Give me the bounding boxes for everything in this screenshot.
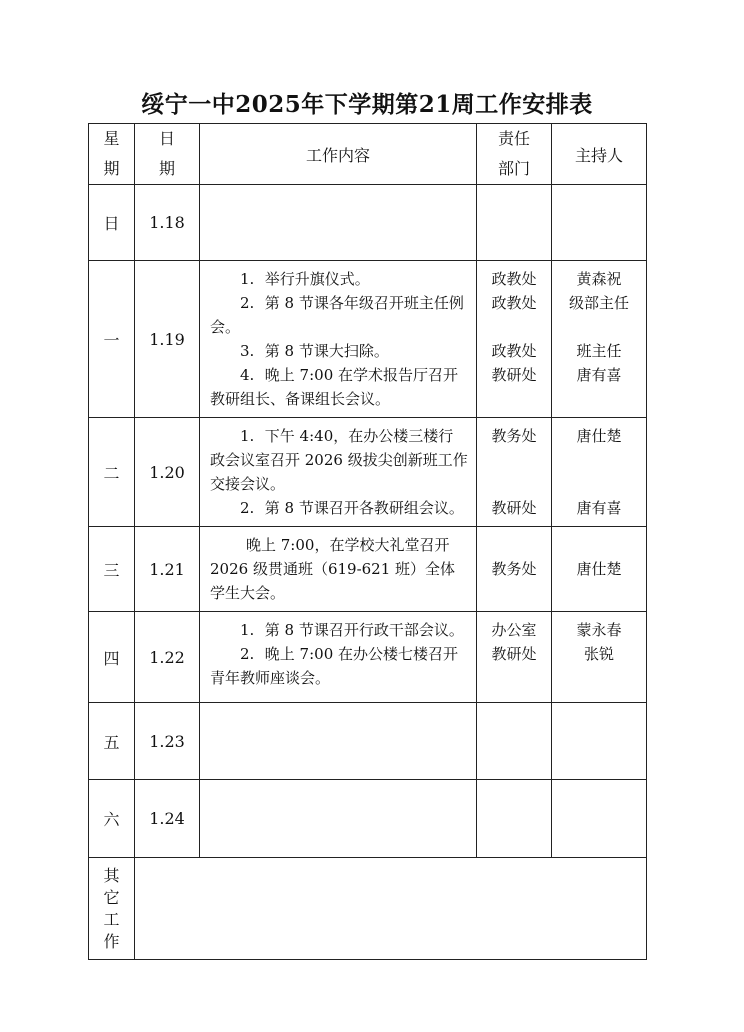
table-row	[89, 612, 647, 703]
other-work-label: 其 它 工 作	[89, 858, 135, 960]
weekday-cell: 五	[89, 703, 135, 780]
host-cell: 黄森祝 级部主任 班主任 唐有喜	[552, 261, 647, 418]
table-row	[89, 185, 647, 261]
host-cell: 蒙永春 张锐	[552, 612, 647, 703]
work-item: 晚上 7:00，在学校大礼堂召开 2026 级贯通班（619-621 班）全体学生大会。	[210, 536, 456, 602]
host-cell	[552, 780, 647, 858]
dept-cell: 教务处 教研处	[477, 418, 552, 527]
header-dept: 责任 部门	[477, 124, 552, 185]
date-cell: 1.18	[135, 185, 200, 261]
work-cell	[200, 185, 477, 261]
date-cell: 1.20	[135, 418, 200, 527]
date-cell: 1.19	[135, 261, 200, 418]
dept-cell: 办公室 教研处	[477, 612, 552, 703]
dept-cell	[477, 703, 552, 780]
table-row	[89, 418, 647, 527]
work-cell	[200, 612, 477, 703]
host-cell: 唐仕楚 唐有喜	[552, 418, 647, 527]
dept-cell	[477, 780, 552, 858]
schedule-table	[88, 123, 647, 960]
header-host: 主持人	[552, 124, 647, 185]
work-item: 2. 晚上 7:00 在办公楼七楼召开青年教师座谈会。	[210, 645, 459, 687]
weekday-cell: 四	[89, 612, 135, 703]
weekday-cell: 二	[89, 418, 135, 527]
other-work-row	[89, 858, 647, 960]
work-cell	[200, 261, 477, 418]
dept-cell	[477, 185, 552, 261]
work-item: 1. 第 8 节课召开行政干部会议。	[240, 621, 464, 639]
host-cell: 唐仕楚	[552, 527, 647, 612]
weekday-cell: 六	[89, 780, 135, 858]
weekday-cell: 日	[89, 185, 135, 261]
table-row	[89, 703, 647, 780]
work-item: 3. 第 8 节课大扫除。	[240, 342, 389, 360]
date-cell: 1.23	[135, 703, 200, 780]
dept-cell: 教务处	[477, 527, 552, 612]
dept-cell: 政教处 政教处 政教处 教研处	[477, 261, 552, 418]
header-content: 工作内容	[200, 124, 477, 185]
work-cell	[200, 418, 477, 527]
page-title: 绥宁一中2025年下学期第21周工作安排表	[141, 91, 593, 118]
table-row	[89, 261, 647, 418]
weekday-cell: 一	[89, 261, 135, 418]
date-cell: 1.24	[135, 780, 200, 858]
header-row	[89, 124, 647, 185]
table-row	[89, 527, 647, 612]
table-row	[89, 780, 647, 858]
work-item: 2. 第 8 节课各年级召开班主任例会。	[210, 294, 464, 336]
date-cell: 1.22	[135, 612, 200, 703]
other-work-content	[135, 858, 647, 960]
work-item: 4. 晚上 7:00 在学术报告厅召开教研组长、备课组长会议。	[210, 366, 459, 408]
work-cell	[200, 703, 477, 780]
work-item: 2. 第 8 节课召开各教研组会议。	[240, 499, 464, 517]
work-item: 1. 下午 4:40，在办公楼三楼行政会议室召开 2026 级拔尖创新班工作交接会议。	[210, 427, 468, 493]
weekday-cell: 三	[89, 527, 135, 612]
header-weekday: 星 期	[89, 124, 135, 185]
date-cell: 1.21	[135, 527, 200, 612]
work-cell	[200, 527, 477, 612]
header-date: 日 期	[135, 124, 200, 185]
host-cell	[552, 703, 647, 780]
work-cell	[200, 780, 477, 858]
host-cell	[552, 185, 647, 261]
work-item: 1. 举行升旗仪式。	[240, 270, 370, 288]
